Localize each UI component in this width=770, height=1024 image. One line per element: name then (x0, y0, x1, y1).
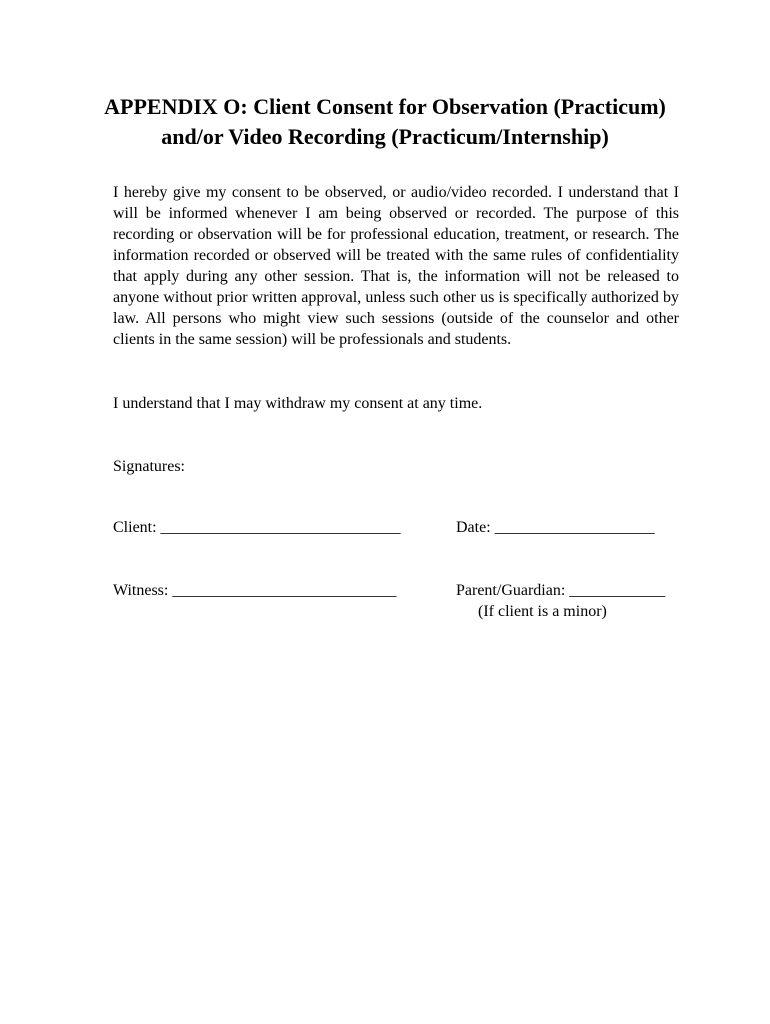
consent-paragraph: I hereby give my consent to be observed, or audio/video recorded. I understand that I will be informed whenever I am being observed or recorded. The purpose of this recording or observation will be for professional education, treatment, or research. The information recorded or observed will be treated with the same rules of confidentiality that apply during any other session. That is, the information will not be released to anyone without prior written approval, unless such other us is specifically authorized by law. All persons who might view such sessions (outside of the counselor and other clients in the same session) will be professionals and students. (113, 184, 679, 348)
client-signature-line: Client: ______________________________ (113, 519, 401, 536)
title-line-1: APPENDIX O: Client Consent for Observation (Practicum) (104, 94, 666, 119)
signatures-label: Signatures: (113, 458, 185, 475)
witness-signature-line: Witness: ____________________________ (113, 582, 397, 599)
document-title (0, 92, 770, 152)
minor-note: (If client is a minor) (478, 603, 607, 620)
withdraw-statement: I understand that I may withdraw my consent at any time. (113, 395, 483, 412)
parent-guardian-signature-line: Parent/Guardian: ____________ (456, 582, 666, 599)
title-line-2: and/or Video Recording (Practicum/Internship) (161, 124, 609, 149)
date-line: Date: ____________________ (456, 519, 655, 536)
